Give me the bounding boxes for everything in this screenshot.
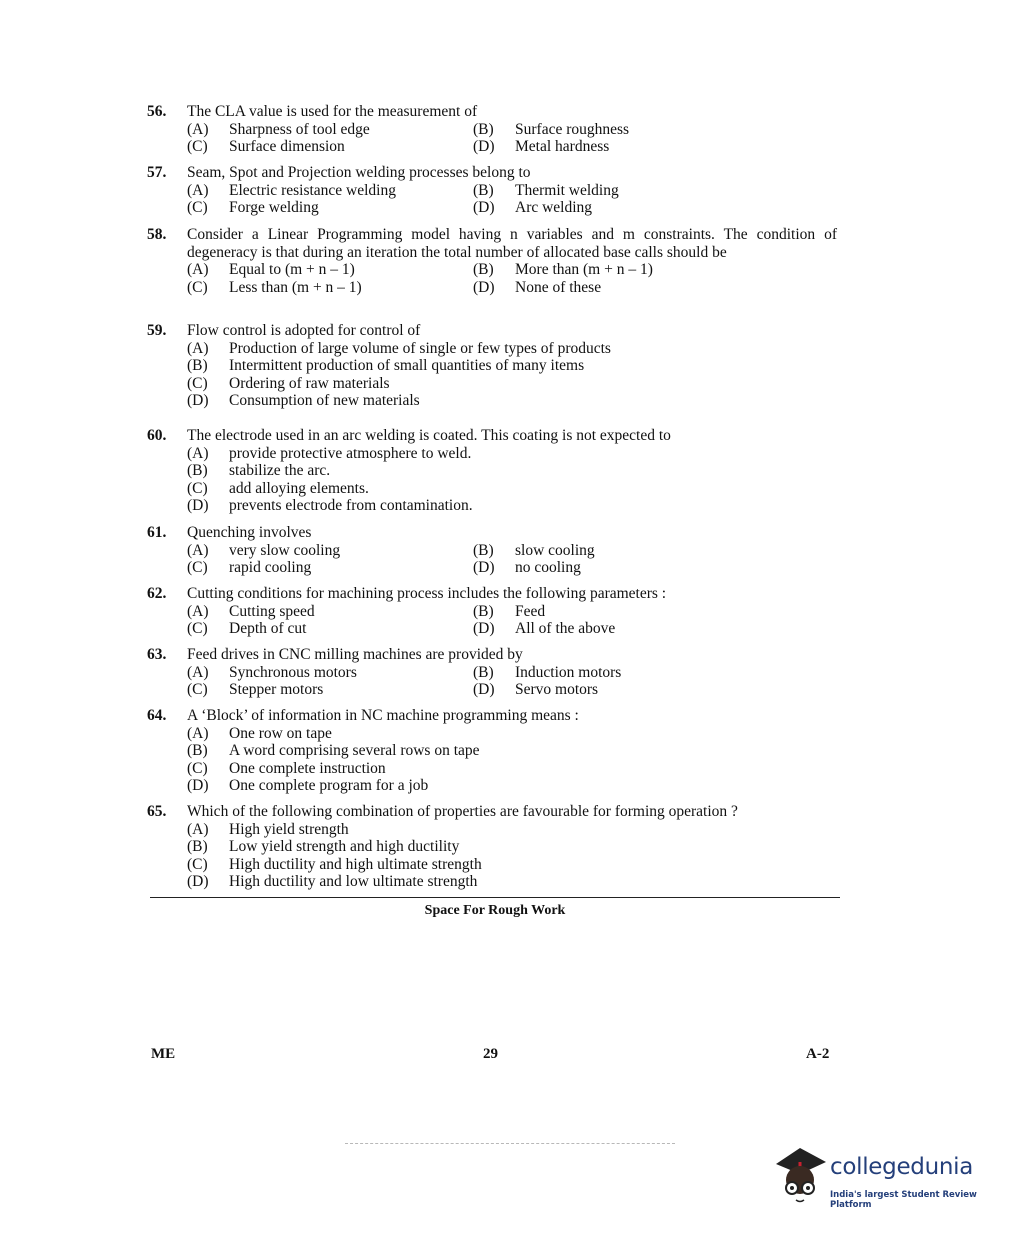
question-text: The electrode used in an arc welding is coated. This coating is not expected to <box>187 427 671 444</box>
option-b: (B) Thermit welding <box>473 181 619 199</box>
option-d: (D) Consumption of new materials <box>187 392 420 410</box>
option-b: (B) A word comprising several rows on tape <box>187 742 480 760</box>
option-c: (C) Surface dimension <box>187 138 345 156</box>
option-c: (C) add alloying elements. <box>187 479 369 497</box>
option-c: (C) rapid cooling <box>187 559 312 577</box>
option-c: (C) One complete instruction <box>187 759 386 777</box>
footer-page-number: 29 <box>483 1046 498 1062</box>
mascot-icon <box>770 1142 832 1208</box>
option-a: (A) Electric resistance welding <box>187 181 396 199</box>
footer-booklet: A-2 <box>806 1046 830 1062</box>
question-number: 57. <box>147 164 167 181</box>
rough-work-label: Space For Rough Work <box>424 903 566 918</box>
question-text: A ‘Block’ of information in NC machine programming means : <box>187 707 579 724</box>
question-number: 60. <box>147 427 167 444</box>
option-a: (A) provide protective atmosphere to weld. <box>187 444 472 462</box>
option-a: (A) One row on tape <box>187 724 332 742</box>
question-59 <box>147 322 837 410</box>
question-text: Cutting conditions for machining process includes the following parameters : <box>187 585 667 602</box>
option-d: (D) High ductility and low ultimate strength <box>187 873 478 891</box>
question-text: Seam, Spot and Projection welding processes belong to <box>187 164 531 181</box>
option-b: (B) stabilize the arc. <box>187 462 331 480</box>
question-number: 58. <box>147 226 167 243</box>
question-61 <box>147 524 837 577</box>
question-number: 56. <box>147 103 167 120</box>
question-58 <box>147 226 837 296</box>
option-d: (D) Metal hardness <box>473 138 610 156</box>
option-b: (B) More than (m + n – 1) <box>473 261 653 279</box>
question-text: The CLA value is used for the measurement of <box>187 103 478 120</box>
question-65 <box>147 803 837 891</box>
question-64 <box>147 707 837 795</box>
question-number: 62. <box>147 585 167 602</box>
option-b: (B) Induction motors <box>473 663 622 681</box>
option-c: (C) High ductility and high ultimate strength <box>187 855 482 873</box>
question-text: Feed drives in CNC milling machines are provided by <box>187 646 523 663</box>
question-text: Consider a Linear Programming model having n variables and m constraints. The condition of degeneracy is that during an iteration the total number of allocated base calls should be <box>187 226 837 261</box>
option-a: (A) Sharpness of tool edge <box>187 120 370 138</box>
option-a: (A) High yield strength <box>187 820 349 838</box>
option-d: (D) Servo motors <box>473 681 599 699</box>
option-a: (A) Production of large volume of single or few types of products <box>187 339 611 357</box>
question-62 <box>147 585 837 638</box>
question-number: 64. <box>147 707 167 724</box>
question-57 <box>147 164 837 217</box>
option-a: (A) very slow cooling <box>187 541 341 559</box>
collegedunia-watermark <box>770 1142 1000 1212</box>
faint-scan-line <box>345 1143 675 1144</box>
brand-name: collegedunia <box>830 1154 974 1180</box>
option-d: (D) None of these <box>473 278 602 296</box>
option-d: (D) no cooling <box>473 559 581 577</box>
option-a: (A) Cutting speed <box>187 602 315 620</box>
question-number: 61. <box>147 524 167 541</box>
option-b: (B) Intermittent production of small quantities of many items <box>187 357 585 375</box>
option-c: (C) Stepper motors <box>187 681 324 699</box>
question-56 <box>147 103 837 156</box>
option-d: (D) One complete program for a job <box>187 777 429 795</box>
footer-subject: ME <box>151 1046 176 1062</box>
option-a: (A) Equal to (m + n – 1) <box>187 261 355 279</box>
option-c: (C) Ordering of raw materials <box>187 374 390 392</box>
question-60 <box>147 427 837 515</box>
question-number: 59. <box>147 322 167 339</box>
question-63 <box>147 646 837 699</box>
option-c: (C) Forge welding <box>187 199 319 217</box>
option-b: (B) Low yield strength and high ductility <box>187 838 460 856</box>
option-d: (D) prevents electrode from contamination. <box>187 497 473 515</box>
option-a: (A) Synchronous motors <box>187 663 357 681</box>
brand-tagline: India's largest Student Review Platform <box>830 1190 977 1210</box>
rough-work-divider <box>150 897 840 898</box>
question-text: Quenching involves <box>187 524 312 541</box>
option-d: (D) Arc welding <box>473 199 593 217</box>
question-number: 63. <box>147 646 167 663</box>
question-text: Flow control is adopted for control of <box>187 322 421 339</box>
option-b: (B) Surface roughness <box>473 120 630 138</box>
option-c: (C) Depth of cut <box>187 620 307 638</box>
question-number: 65. <box>147 803 167 820</box>
option-d: (D) All of the above <box>473 620 616 638</box>
option-b: (B) slow cooling <box>473 541 595 559</box>
option-c: (C) Less than (m + n – 1) <box>187 278 362 296</box>
question-text: Which of the following combination of properties are favourable for forming operation ? <box>187 803 738 820</box>
option-b: (B) Feed <box>473 602 546 620</box>
